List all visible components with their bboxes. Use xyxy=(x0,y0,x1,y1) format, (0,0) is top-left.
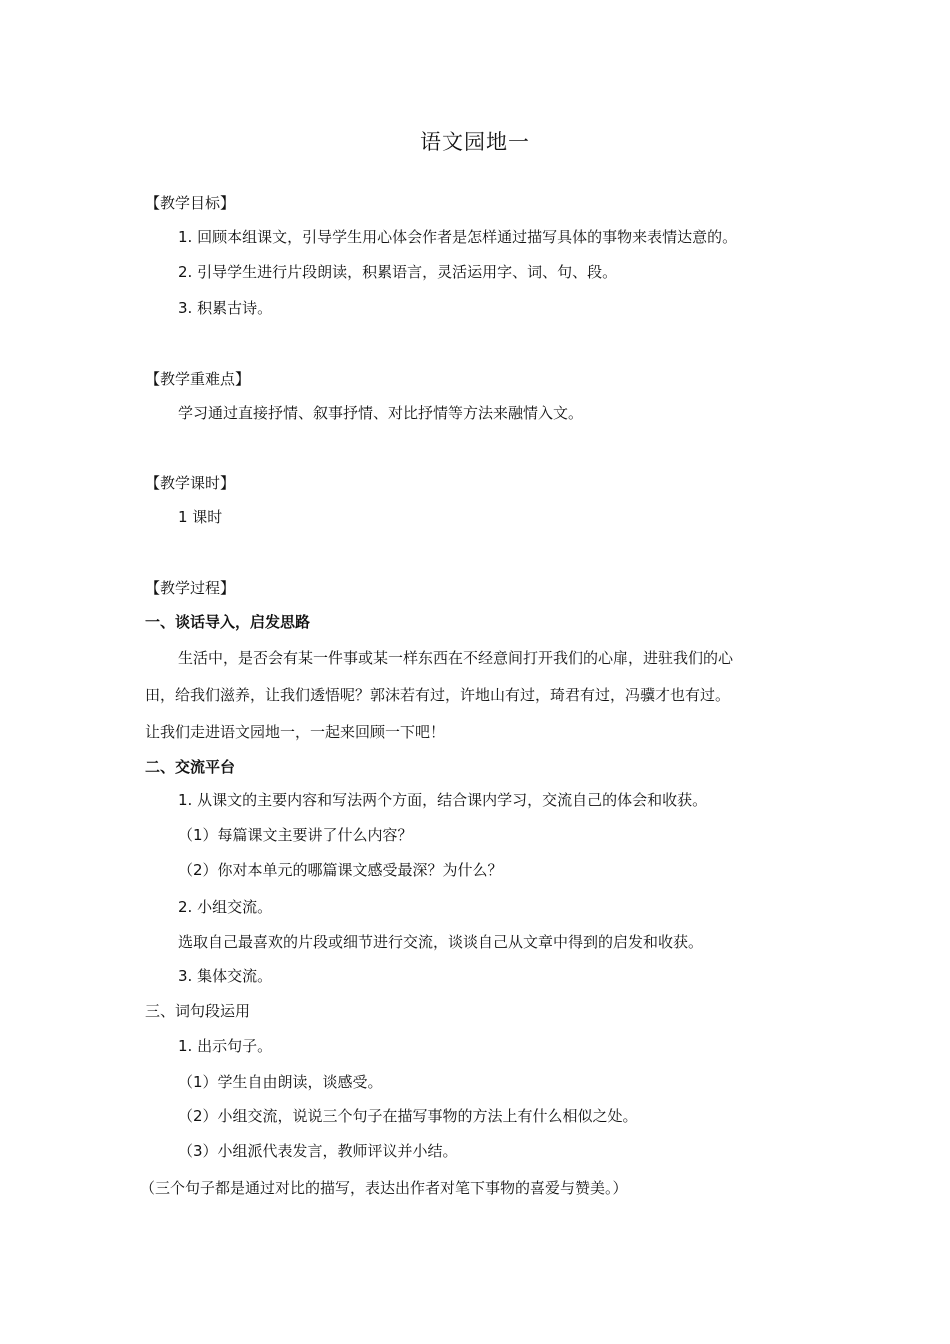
section-2-line: 2. 小组交流。 xyxy=(178,898,273,916)
duration-text: 1 课时 xyxy=(178,508,223,526)
section-3-line: 1. 出示句子。 xyxy=(178,1037,273,1055)
section-3-title: 三、词句段运用 xyxy=(145,1002,251,1020)
section-3-line: （3）小组派代表发言，教师评议并小结。 xyxy=(178,1142,458,1160)
section-2-line: （1）每篇课文主要讲了什么内容？ xyxy=(178,826,413,844)
section-3-note: （三个句子都是通过对比的描写，表达出作者对笔下事物的喜爱与赞美。） xyxy=(140,1179,628,1197)
section-1-title: 一、谈话导入，启发思路 xyxy=(145,613,311,631)
duration-heading: 【教学课时】 xyxy=(145,474,236,492)
objective-item: 2. 引导学生进行片段朗读，积累语言，灵活运用字、词、句、段。 xyxy=(178,263,618,281)
process-heading: 【教学过程】 xyxy=(145,579,236,597)
section-2-line: 3. 集体交流。 xyxy=(178,967,273,985)
objectives-heading: 【教学目标】 xyxy=(145,194,236,212)
section-1-line: 田，给我们滋养，让我们透悟呢？郭沫若有过，许地山有过，琦君有过，冯骥才也有过。 xyxy=(145,686,731,704)
section-1-line: 生活中，是否会有某一件事或某一样东西在不经意间打开我们的心扉，进驻我们的心 xyxy=(178,649,734,667)
section-2-line: （2）你对本单元的哪篇课文感受最深？为什么？ xyxy=(178,861,503,879)
key-points-heading: 【教学重难点】 xyxy=(145,370,251,388)
objective-item: 1. 回顾本组课文，引导学生用心体会作者是怎样通过描写具体的事物来表情达意的。 xyxy=(178,228,738,246)
page-title: 语文园地一 xyxy=(420,130,530,154)
objective-item: 3. 积累古诗。 xyxy=(178,299,273,317)
key-points-text: 学习通过直接抒情、叙事抒情、对比抒情等方法来融情入文。 xyxy=(178,404,584,422)
section-3-line: （2）小组交流，说说三个句子在描写事物的方法上有什么相似之处。 xyxy=(178,1107,638,1125)
section-1-line: 让我们走进语文园地一，一起来回顾一下吧！ xyxy=(145,723,446,741)
section-2-title: 二、交流平台 xyxy=(145,758,236,776)
section-3-line: （1）学生自由朗读，谈感受。 xyxy=(178,1073,383,1091)
section-2-line: 1. 从课文的主要内容和写法两个方面，结合课内学习，交流自己的体会和收获。 xyxy=(178,791,708,809)
section-2-line: 选取自己最喜欢的片段或细节进行交流，谈谈自己从文章中得到的启发和收获。 xyxy=(178,933,704,951)
